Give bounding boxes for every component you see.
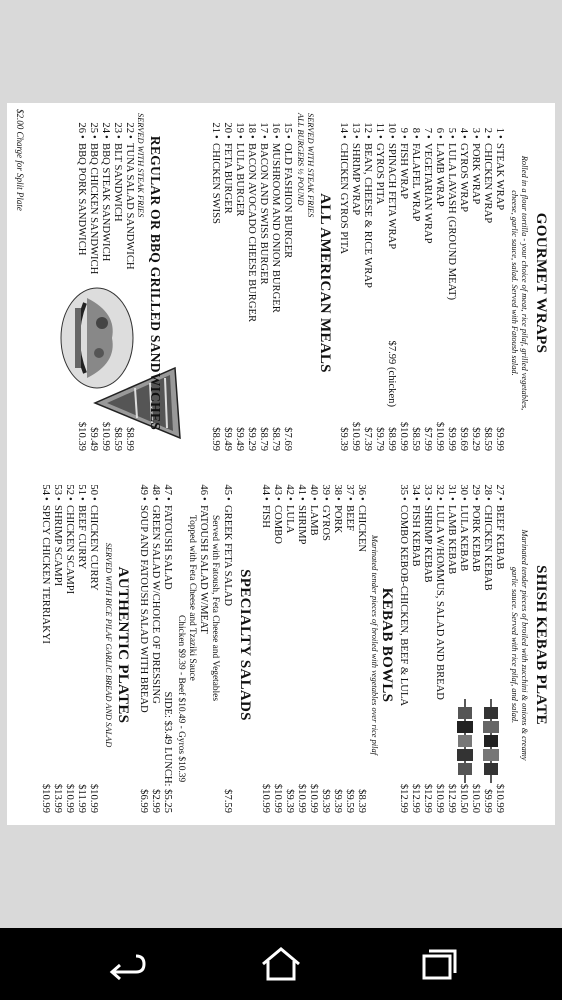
menu-page xyxy=(7,103,555,825)
meal-item-18: 18 • BACON AVOCADO CHEESE BURGER $9.29 xyxy=(246,122,257,451)
authentic-plates-desc: SERVED WITH RICE PILAF GARLIC BREAD AND SALAD xyxy=(104,542,113,748)
wrap-item-14: 14 • CHICKEN GYROS PITA $9.39 xyxy=(338,122,349,451)
plate-item-50: 50 • CHICKEN CURRY $10.99 xyxy=(88,484,99,813)
kebab-item-27: 27 • BEEF KEBAB $10.99 xyxy=(494,484,505,813)
kebab-item-28: 28 • CHICKEN KEBAB $9.99 xyxy=(482,484,493,813)
gourmet-wraps-title: GOURMET WRAPS xyxy=(533,212,549,354)
menu-column-left xyxy=(7,103,555,463)
kebab-item-33: 33 • SHRIMP KEBAB $12.99 xyxy=(422,484,433,813)
sandwich-item-24: 24 • BBQ STEAK SANDWICH $10.99 xyxy=(100,122,111,451)
salad-46-prices: Chicken $9.39 - Beef $10.49 - Gyros $10.39 xyxy=(176,615,186,783)
back-icon[interactable] xyxy=(102,946,150,982)
meal-item-21: 21 • CHICKEN SWISS $8.99 xyxy=(210,122,221,451)
bowl-item-44: 44 • FISH $10.99 xyxy=(260,484,271,813)
wrap-item-9: 9 • FISH WRAP $10.99 xyxy=(398,127,409,451)
sandwich-item-22: 22 • TUNA SALAD SANDWICH $8.99 xyxy=(124,122,135,451)
meal-item-17: 17 • BACON AND SWISS BURGER $8.79 xyxy=(258,122,269,451)
wrap-item-8: 8 • FALAFEL WRAP $8.59 xyxy=(410,127,421,451)
kebab-item-34: 34 • FISH KEBAB $12.99 xyxy=(410,484,421,813)
salad-item-46: 46 • FATOUSH SALAD W/MEAT xyxy=(198,484,209,634)
salad-item-47: 47 • FATOUSH SALAD SIDE: $3.49 LUNCH: $5.25 xyxy=(162,484,173,813)
wrap-item-11: 11 • GYROS PITA $9.79 xyxy=(374,122,385,451)
kebab-item-30: 30 • LULA KEBAB $10.50 xyxy=(458,484,469,813)
menu-column-right xyxy=(7,465,555,825)
meal-item-16: 16 • MUSHROOM AND ONION BURGER $8.79 xyxy=(270,122,281,451)
plate-item-51: 51 • BEEF CURRY $11.99 xyxy=(76,484,87,813)
sandwich-item-26: 26 • BBQ PORK SANDWICH $10.39 xyxy=(76,122,87,451)
wrap-item-12: 12 • BEAN, CHEESE & RICE WRAP $7.39 xyxy=(362,122,373,451)
meals-desc: SERVED WITH STEAK FRIES xyxy=(306,113,315,218)
specialty-salads-title: SPECIALTY SALADS xyxy=(237,569,253,721)
gourmet-wraps-desc: Rolled in a flour tortilla - your choice of meat, rice pilaf, grilled vegetables, xyxy=(520,155,529,411)
kebab-bowls-desc: Marinated tender pieces of broiled with vegetables over rice pilaf xyxy=(370,535,379,755)
plate-item-53: 53 • SHRIMP SCAMPI $13.99 xyxy=(52,484,63,813)
wrap-item-10: 10 • SPINACH FETA WRAP $7.99 (chicken) $8.99 xyxy=(386,122,397,451)
sandwich-item-23: 23 • BLT SANDWICH $8.59 xyxy=(112,122,123,451)
wrap-item-1: 1 • STEAK WRAP $9.99 xyxy=(494,127,505,451)
wrap-item-7: 7 • VEGETARIAN WRAP $7.99 xyxy=(422,127,433,451)
bowl-item-42: 42 • LULA $9.39 xyxy=(284,484,295,813)
wrap-item-2: 2 • CHICKEN WRAP $8.59 xyxy=(482,127,493,451)
plate-item-52: 52 • CHICKEN SCAMPI $10.99 xyxy=(64,484,75,813)
home-icon[interactable] xyxy=(257,946,305,982)
wrap-item-13: 13 • SHRIMP WRAP $10.99 xyxy=(350,122,361,451)
meal-item-15: 15 • OLD FASHION BURGER $7.69 xyxy=(282,122,293,451)
plate-item-54: 54 • SPICY CHICKEN TERRIAKYI $10.99 xyxy=(40,484,51,813)
bowl-item-39: 39 • GYROS $9.39 xyxy=(320,484,331,813)
bowl-item-40: 40 • LAMB $10.99 xyxy=(308,484,319,813)
sandwich-item-25: 25 • BBQ CHICKEN SANDWICH $9.49 xyxy=(88,122,99,451)
salad-item-45: 45 • GREEK FETA SALAD $7.59 xyxy=(222,484,233,813)
kebab-item-32: 32 • LULA W/HOMMUS, SALAD AND BREAD $10.99 xyxy=(434,484,445,813)
bowl-item-41: 41 • SHRIMP $10.99 xyxy=(296,484,307,813)
meals-desc-2: ALL BURGERS ½ POUND xyxy=(296,113,305,206)
sandwiches-desc: SERVED WITH STEAK FRIES xyxy=(136,113,145,218)
bowl-item-43: 43 • COMBO $10.99 xyxy=(272,484,283,813)
meal-item-19: 19 • LULA BURGER $9.49 xyxy=(234,122,245,451)
shish-kebab-desc: Marinated tender pieces of broiled with zucchini & onions & creamy xyxy=(520,529,529,761)
wrap-item-6: 6 • LAMB WRAP $10.99 xyxy=(434,127,445,451)
wrap-item-5: 5 • LULA LAVASH (GROUND MEAT) $9.99 xyxy=(446,127,457,451)
bowl-item-38: 38 • PORK $9.39 xyxy=(332,484,343,813)
salad-item-49: 49 • SOUP AND FATOUSH SALAD WITH BREAD $6.99 xyxy=(138,484,149,813)
wrap-item-4: 4 • GYROS WRAP $9.69 xyxy=(458,127,469,451)
recent-apps-icon[interactable] xyxy=(412,946,460,982)
all-american-meals-title: ALL AMERICAN MEALS xyxy=(317,193,333,373)
salad-46-note: Topped with Feta Cheese and Tzaziki Sauce xyxy=(187,515,197,681)
salad-item-48: 48 • GREEN SALAD W/CHOICE OF DRESSING $2.99 xyxy=(150,484,161,813)
authentic-plates-title: AUTHENTIC PLATES xyxy=(115,566,131,724)
kebab-bowls-title: KEBAB BOWLS xyxy=(379,587,395,703)
kebab-item-35: 35 • COMBO KEBOB-CHICKEN, BEEF & LULA $12.99 xyxy=(398,484,409,813)
shish-kebab-desc-2: garlic sauce. Served with rice pilaf, and salad. xyxy=(510,566,519,724)
split-plate-note: $2.00 Charge for Split Plate xyxy=(15,109,25,211)
kebab-item-29: 29 • PORK KEBAB $10.50 xyxy=(470,484,481,813)
wrap-item-3: 3 • PORK WRAP $9.29 xyxy=(470,127,481,451)
meal-item-20: 20 • FETA BURGER $9.49 xyxy=(222,122,233,451)
sandwiches-title: REGULAR OR BBQ GRILLED SANDWICHES xyxy=(148,135,163,431)
shish-kebab-title: SHISH KEBAB PLATE xyxy=(533,565,549,725)
gourmet-wraps-desc-2: cheese, garlic sauce, salad. Served with Fatoush salad. xyxy=(510,190,519,376)
bowl-item-37: 37 • BEEF $9.59 xyxy=(344,484,355,813)
salad-45-note: Served with Fatoush, Feta Cheese and Vegetables xyxy=(210,515,220,701)
android-navigation-bar xyxy=(0,928,562,1000)
menu-rotated-content xyxy=(7,103,555,825)
bowl-item-36: 36 • CHICKEN $8.39 xyxy=(356,484,367,813)
kebab-item-31: 31 • LAMB KEBAB $12.99 xyxy=(446,484,457,813)
